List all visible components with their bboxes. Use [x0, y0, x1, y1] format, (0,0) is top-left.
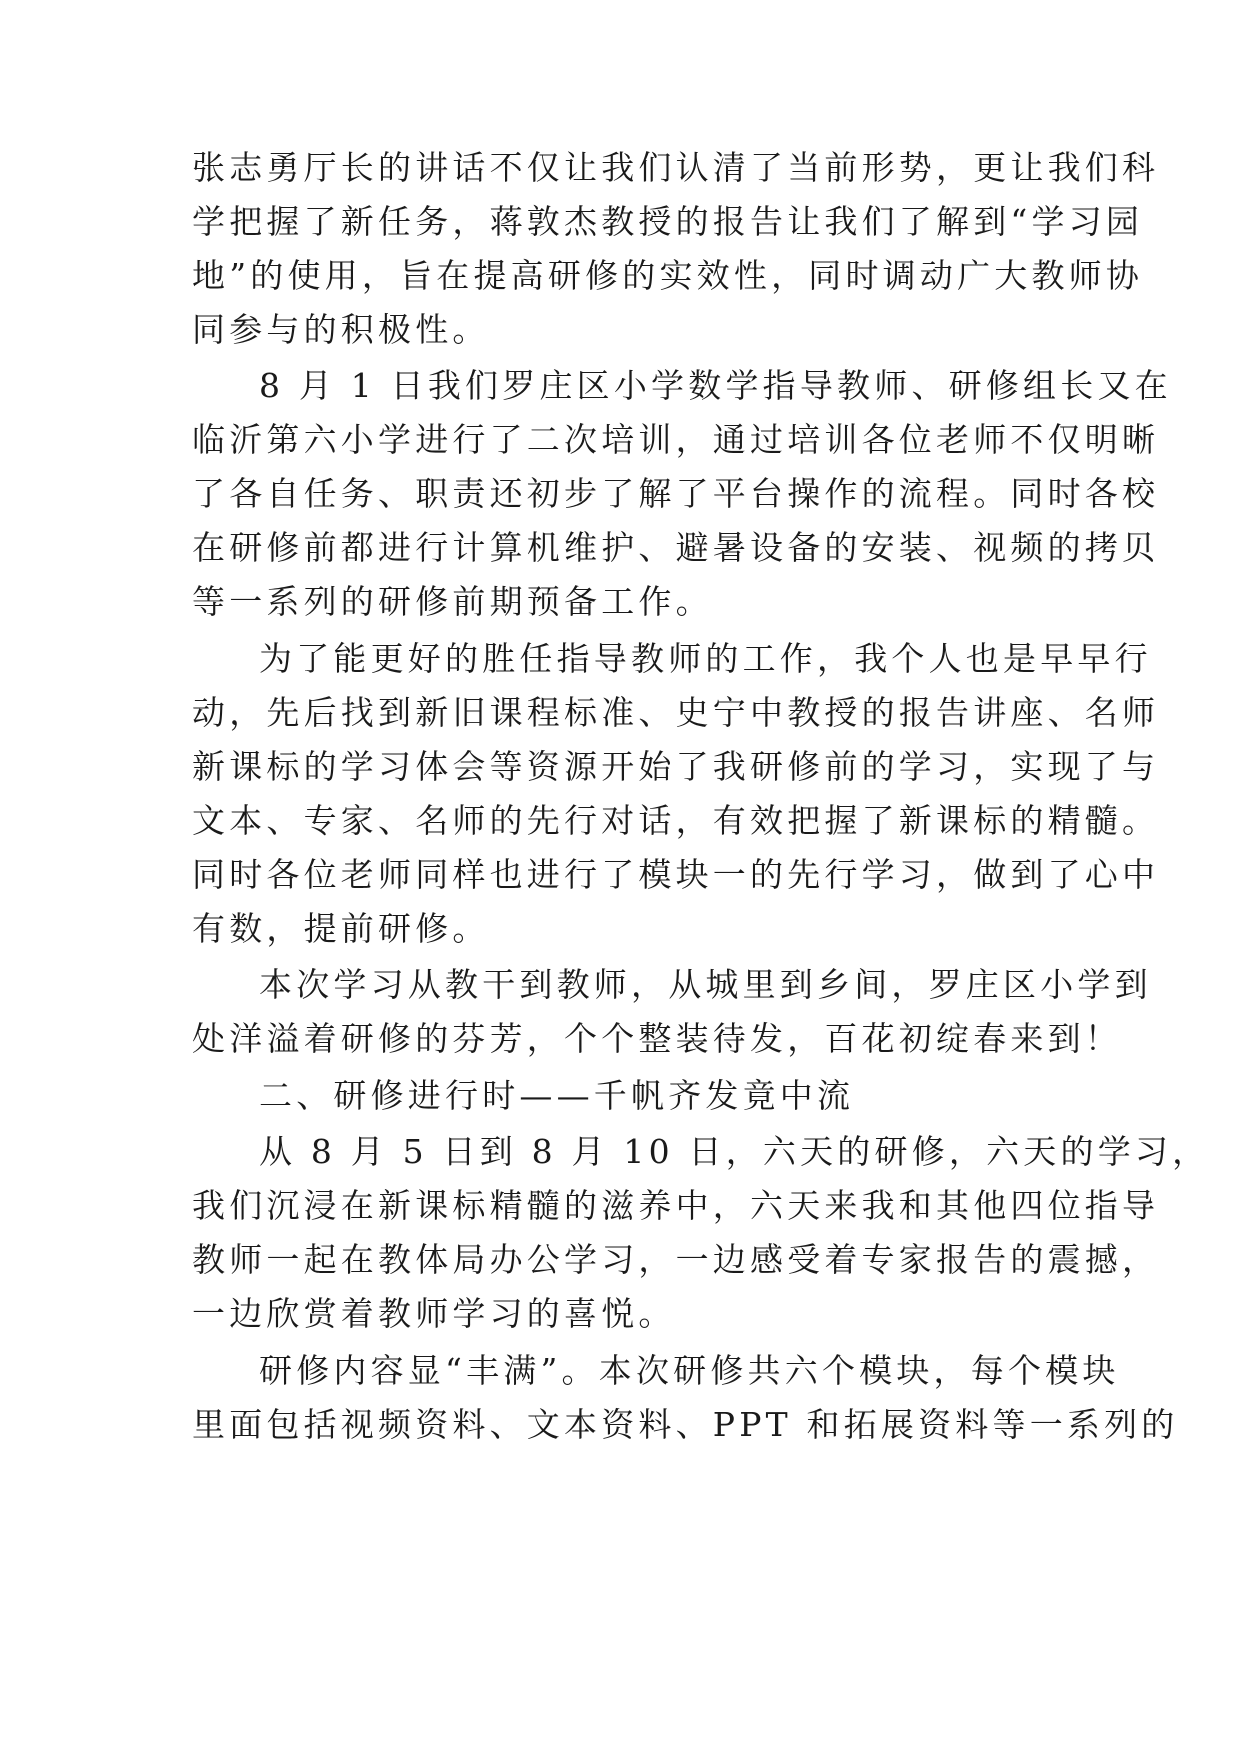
text-line: 教师一起在教体局办公学习，一边感受着专家报告的震撼， [192, 1240, 1160, 1279]
paragraph-first-line: 8 月 1 日我们罗庄区小学数学指导教师、研修组长又在 [259, 366, 1172, 405]
text-line: 有数，提前研修。 [192, 909, 490, 948]
text-line: 里面包括视频资料、文本资料、PPT 和拓展资料等一系列的 [192, 1405, 1179, 1444]
text-line: 文本、专家、名师的先行对话，有效把握了新课标的精髓。 [192, 801, 1160, 840]
text-line: 在研修前都进行计算机维护、避暑设备的安装、视频的拷贝 [192, 528, 1160, 567]
paragraph-first-line: 从 8 月 5 日到 8 月 10 日，六天的研修，六天的学习， [259, 1132, 1210, 1171]
text-line: 学把握了新任务，蒋敦杰教授的报告让我们了解到“学习园 [192, 202, 1144, 241]
text-line: 同参与的积极性。 [192, 310, 490, 349]
text-line: 等一系列的研修前期预备工作。 [192, 582, 713, 621]
text-line: 动，先后找到新旧课程标准、史宁中教授的报告讲座、名师 [192, 693, 1160, 732]
text-line: 新课标的学习体会等资源开始了我研修前的学习，实现了与 [192, 747, 1160, 786]
text-line: 我们沉浸在新课标精髓的滋养中，六天来我和其他四位指导 [192, 1186, 1160, 1225]
text-line: 同时各位老师同样也进行了模块一的先行学习，做到了心中 [192, 855, 1160, 894]
text-line: 张志勇厅长的讲话不仅让我们认清了当前形势，更让我们科 [192, 148, 1160, 187]
text-line: 临沂第六小学进行了二次培训，通过培训各位老师不仅明晰 [192, 420, 1160, 459]
text-line: 了各自任务、职责还初步了解了平台操作的流程。同时各校 [192, 474, 1160, 513]
section-heading: 二、研修进行时——千帆齐发竟中流 [259, 1076, 855, 1115]
paragraph-first-line: 为了能更好的胜任指导教师的工作，我个人也是早早行 [259, 639, 1152, 678]
text-line: 地”的使用，旨在提高研修的实效性，同时调动广大教师协 [192, 256, 1144, 295]
text-line: 一边欣赏着教师学习的喜悦。 [192, 1294, 676, 1333]
paragraph-first-line: 研修内容显“丰满”。本次研修共六个模块，每个模块 [259, 1351, 1120, 1390]
paragraph-first-line: 本次学习从教干到教师，从城里到乡间，罗庄区小学到 [259, 965, 1152, 1004]
text-line: 处洋溢着研修的芬芳，个个整装待发，百花初绽春来到！ [192, 1019, 1122, 1058]
